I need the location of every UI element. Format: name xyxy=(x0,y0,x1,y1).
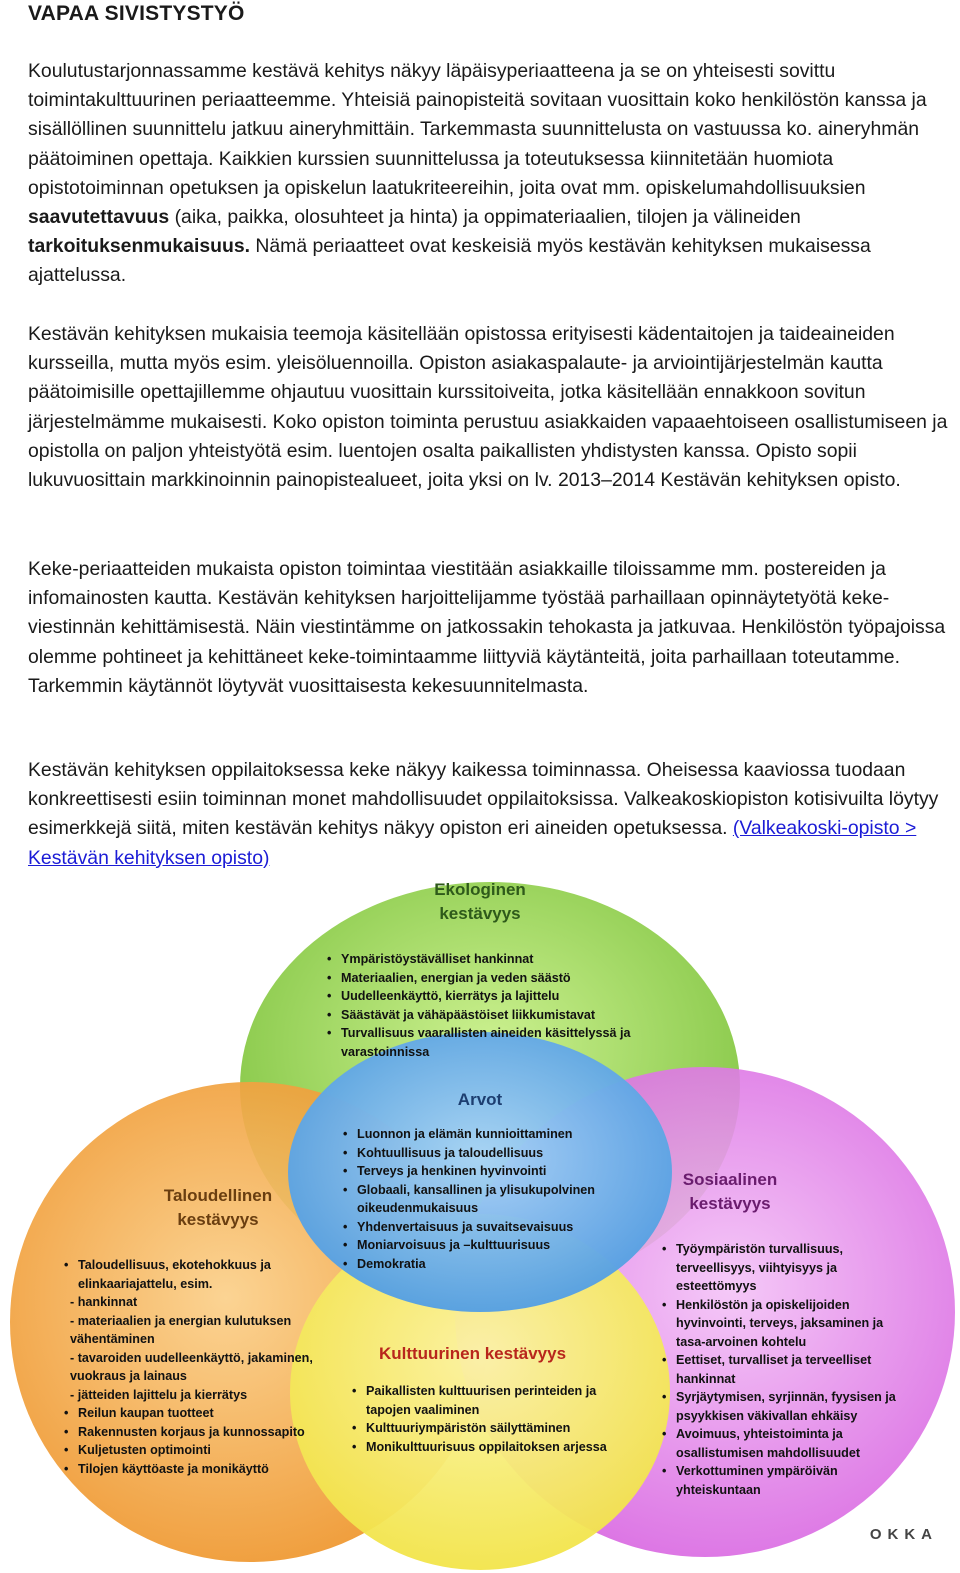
ekologinen-list xyxy=(327,950,672,1061)
diagram-list-item: - hankinnat xyxy=(70,1295,138,1309)
paragraph-4-text: Kestävän kehityksen oppilaitoksessa keke näkyy kaikessa toiminnassa. Oheisessa kaaviossa tuodaan konkreettisesti esiin toiminnan monet mahdollisuudet oppilaitoksissa. Valkeakoskiopiston kotisivuilta löytyy esimerkkejä siitä, miten kestävän kehitys näkyy opiston eri aineiden opetuksessa. xyxy=(28,759,939,840)
diagram-list-item: • Kohtuullisuus ja taloudellisuus xyxy=(343,1144,633,1163)
page-title: VAPAA SIVISTYSTYÖ xyxy=(28,2,245,25)
paragraph-1-text-b: (aika, paikka, olosuhteet ja hinta) ja oppimateriaalien, tilojen ja välineiden xyxy=(169,206,801,229)
sustainability-venn-diagram xyxy=(0,872,960,1573)
paragraph-1 xyxy=(28,57,958,291)
paragraph-2: Kestävän kehityksen mukaisia teemoja käsitellään opistossa erityisesti kädentaitojen ja taideaineiden kursseilla, mutta myös esim. yleisöluennoilla. Opiston asiakaspalaute- ja arviointijärjestelmän kautta päätoimisille opettajillemme ohjautuu vuosittain kurssitoiveita, jotka käsitellään ennakkoon sovitun järjestelmämme mukaisesti. Koko opiston toiminta perustuu asiakkaiden vapaaehtoiseen osallistumiseen ja opistolla on paljon yhteistyötä esim. luentojen osalta paikallisten yhdistysten kanssa. Opisto sopii lukuvuosittain markkinoinnin painopistealueet, joita yksi on lv. 2013–2014 Kestävän kehityksen opisto. xyxy=(28,323,948,492)
paragraph-3: Keke-periaatteiden mukaista opiston toimintaa viestitään asiakkaille tiloissamme mm. postereiden ja infomainosten kautta. Kestävän kehityksen harjoittelijamme työstää parhaillaan opinnäytetyötä keke-viestinnän kehittämisestä. Näin viestintämme on jatkossakin tehokasta ja jatkuvaa. Henkilöstön työpajoissa olemme pohtineet ja kehittäneet keke-toimintaamme liittyviä käytänteitä, joita parhaillaan toteutamme. Tarkemmin käytännöt löytyvät vuosittaisesta kekesuunnitelmasta. xyxy=(28,558,946,697)
arvot-title: Arvot xyxy=(457,1090,503,1109)
paragraph-4 xyxy=(28,756,958,873)
diagram-list-item: • Uudelleenkäyttö, kierrätys ja lajittelu xyxy=(327,987,672,1006)
diagram-list-item: • Globaali, kansallinen ja ylisukupolvinen oikeudenmukaisuus xyxy=(343,1181,633,1218)
kulttuurinen-title: Kulttuurinen kestävyys xyxy=(378,1344,567,1363)
diagram-list-item: - materiaalien ja energian kulutuksen vähentäminen xyxy=(70,1313,292,1346)
diagram-list-item: • Syrjäytymisen, syrjinnän, fyysisen ja psyykkisen väkivallan ehkäisy xyxy=(662,1388,904,1425)
diagram-list-item: • Työympäristön turvallisuus, terveellisyys, viihtyisyys ja esteettömyys xyxy=(662,1240,904,1296)
sosiaalinen-list xyxy=(662,1240,904,1499)
diagram-list-item: • Moniarvoisuus ja –kulttuurisuus xyxy=(343,1236,633,1255)
diagram-list-item: - jätteiden lajittelu ja kierrätys xyxy=(70,1387,248,1402)
okka-logo: OKKA xyxy=(869,1526,938,1543)
kulttuurinen-list xyxy=(352,1382,620,1456)
arvot-list xyxy=(343,1125,633,1273)
diagram-list-item: • Avoimuus, yhteistoiminta ja osallistumisen mahdollisuudet xyxy=(662,1425,904,1462)
diagram-list-item: • Säästävät ja vähäpäästöiset liikkumistavat xyxy=(327,1006,672,1025)
diagram-list-item: • Terveys ja henkinen hyvinvointi xyxy=(343,1162,633,1181)
paragraph-1-bold-accessibility: saavutettavuus xyxy=(28,206,170,229)
taloudellinen-list xyxy=(64,1256,329,1478)
diagram-list-item: • Ympäristöystävälliset hankinnat xyxy=(327,950,672,969)
ekologinen-title: Ekologinen kestävyys xyxy=(434,880,526,923)
paragraph-1-bold-appropriateness: tarkoituksenmukaisuus. xyxy=(28,235,250,258)
diagram-list-item: • Taloudellisuus, ekotehokkuus ja elinkaariajattelu, esim. xyxy=(64,1256,329,1293)
diagram-list-item: • Reilun kaupan tuotteet xyxy=(64,1404,329,1423)
diagram-list-item: • Turvallisuus vaarallisten aineiden käsittelyssä ja varastoinnissa xyxy=(327,1024,672,1061)
paragraph-1-text-c: Nämä periaatteet ovat keskeisiä myös kestävän kehityksen mukaisessa ajattelussa. xyxy=(28,235,871,287)
diagram-list-item: • Materiaalien, energian ja veden säästö xyxy=(327,969,672,988)
diagram-list-item: • Verkottuminen ympäröivän yhteiskuntaan xyxy=(662,1462,904,1499)
diagram-list-item: • Tilojen käyttöaste ja monikäyttö xyxy=(64,1460,329,1479)
diagram-list-item: • Demokratia xyxy=(343,1255,633,1274)
diagram-list-item: • Kulttuuriympäristön säilyttäminen xyxy=(352,1419,620,1438)
diagram-list-item: - tavaroiden uudelleenkäyttö, jakaminen, vuokraus ja lainaus xyxy=(70,1350,313,1383)
valkeakoski-opisto-link[interactable]: (Valkeakoski-opisto > Kestävän kehityksen opisto) xyxy=(28,817,917,869)
diagram-list-item: • Rakennusten korjaus ja kunnossapito xyxy=(64,1423,329,1442)
paragraph-1-text-a: Koulutustarjonnassamme kestävä kehitys näkyy läpäisyperiaatteena ja se on yhteisesti sovittu toimintakulttuurinen periaatteemme. Yhteisiä painopisteitä sovitaan vuosittain koko henkilöstön kanssa ja sisällöllinen suunnittelu jatkuu aineryhmittäin. Tarkemmasta suunnittelusta on vastuussa ko. aineryhmän päätoiminen opettaja. Kaikkien kurssien suunnittelussa ja toteutuksessa kiinnitetään huomiota opistotoiminnan opetuksen ja opiskelun laatukriteereihin, joita ovat mm. opiskelumahdollisuuksien xyxy=(28,60,927,199)
diagram-list-item: • Yhdenvertaisuus ja suvaitsevaisuus xyxy=(343,1218,633,1237)
diagram-list-item: • Luonnon ja elämän kunnioittaminen xyxy=(343,1125,633,1144)
taloudellinen-title: Taloudellinen kestävyys xyxy=(163,1186,273,1229)
diagram-list-item: • Eettiset, turvalliset ja terveelliset hankinnat xyxy=(662,1351,904,1388)
diagram-list-item: • Paikallisten kulttuurisen perinteiden ja tapojen vaaliminen xyxy=(352,1382,620,1419)
diagram-list-item: • Monikulttuurisuus oppilaitoksen arjessa xyxy=(352,1438,620,1457)
sosiaalinen-title: Sosiaalinen kestävyys xyxy=(682,1170,778,1213)
diagram-list-item: • Kuljetusten optimointi xyxy=(64,1441,329,1460)
diagram-list-item: • Henkilöstön ja opiskelijoiden hyvinvointi, terveys, jaksaminen ja tasa-arvoinen kohtelu xyxy=(662,1296,904,1352)
